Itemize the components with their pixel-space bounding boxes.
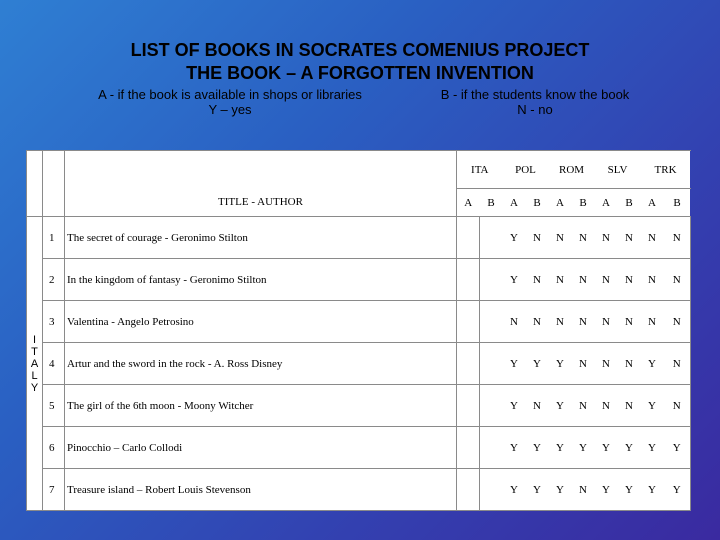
value-cell: N (595, 343, 618, 385)
language-header: ITA (457, 151, 503, 189)
value-cell: N (664, 343, 691, 385)
language-header: POL (503, 151, 549, 189)
value-cell: N (549, 259, 572, 301)
header-blank-number (43, 151, 65, 217)
book-title: Valentina - Angelo Petrosino (65, 301, 457, 343)
value-cell: Y (641, 469, 664, 511)
value-cell: N (618, 343, 641, 385)
value-cell: N (572, 343, 595, 385)
value-cell: N (664, 385, 691, 427)
value-cell: Y (503, 427, 526, 469)
value-cell: Y (503, 343, 526, 385)
row-number: 5 (43, 385, 65, 427)
row-number: 2 (43, 259, 65, 301)
sub-header: A (595, 189, 618, 217)
value-cell: N (526, 217, 549, 259)
row-number: 1 (43, 217, 65, 259)
value-cell: Y (549, 469, 572, 511)
language-header: SLV (595, 151, 641, 189)
legend-a-line2: Y – yes (208, 102, 252, 117)
legend-b-line1: B - if the students know the book (440, 87, 630, 102)
value-cell: Y (526, 427, 549, 469)
value-cell: N (664, 301, 691, 343)
value-cell: Y (549, 343, 572, 385)
book-title: Treasure island – Robert Louis Stevenson (65, 469, 457, 511)
value-cell: N (572, 301, 595, 343)
value-cell: Y (595, 469, 618, 511)
value-cell: N (549, 301, 572, 343)
value-cell (457, 427, 480, 469)
language-header: TRK (641, 151, 691, 189)
table-row (27, 301, 691, 343)
value-cell: N (526, 385, 549, 427)
value-cell: Y (664, 427, 691, 469)
country-letter: Y (30, 381, 39, 394)
header-blank-country (27, 151, 43, 217)
value-cell: N (595, 301, 618, 343)
value-cell: N (664, 217, 691, 259)
legend-b-line2: N - no (517, 102, 553, 117)
value-cell: N (641, 259, 664, 301)
book-title: The girl of the 6th moon - Moony Witcher (65, 385, 457, 427)
sub-header: B (480, 189, 503, 217)
value-cell: Y (526, 469, 549, 511)
value-cell: Y (618, 427, 641, 469)
value-cell: Y (595, 427, 618, 469)
value-cell: Y (549, 385, 572, 427)
title-author-header: TITLE - AUTHOR (65, 151, 457, 217)
value-cell: N (503, 301, 526, 343)
book-title: Artur and the sword in the rock - A. Ross Disney (65, 343, 457, 385)
value-cell: Y (526, 343, 549, 385)
row-number: 4 (43, 343, 65, 385)
value-cell (457, 385, 480, 427)
value-cell: N (526, 259, 549, 301)
table-row (27, 427, 691, 469)
sub-header: B (572, 189, 595, 217)
value-cell: N (618, 217, 641, 259)
value-cell (457, 301, 480, 343)
value-cell (480, 385, 503, 427)
books-table (26, 150, 691, 511)
sub-header: B (526, 189, 549, 217)
sub-header: A (549, 189, 572, 217)
value-cell (480, 343, 503, 385)
book-title: In the kingdom of fantasy - Geronimo Stilton (65, 259, 457, 301)
value-cell (457, 469, 480, 511)
value-cell (480, 259, 503, 301)
value-cell (457, 259, 480, 301)
value-cell: N (526, 301, 549, 343)
page-subtitle: THE BOOK – A FORGOTTEN INVENTION (186, 63, 534, 83)
value-cell: Y (503, 385, 526, 427)
sub-header: B (664, 189, 691, 217)
language-header: ROM (549, 151, 595, 189)
row-number: 3 (43, 301, 65, 343)
value-cell: Y (664, 469, 691, 511)
value-cell (480, 469, 503, 511)
value-cell: Y (572, 427, 595, 469)
value-cell: N (641, 301, 664, 343)
country-letter: T (31, 345, 38, 358)
value-cell (457, 217, 480, 259)
value-cell: N (572, 259, 595, 301)
value-cell (480, 301, 503, 343)
value-cell: N (664, 259, 691, 301)
value-cell (480, 427, 503, 469)
sub-header: A (503, 189, 526, 217)
table-row (27, 343, 691, 385)
value-cell: N (572, 385, 595, 427)
value-cell: N (618, 385, 641, 427)
book-title: The secret of courage - Geronimo Stilton (65, 217, 457, 259)
value-cell: Y (618, 469, 641, 511)
sub-header: B (618, 189, 641, 217)
value-cell (480, 217, 503, 259)
legend-a (60, 87, 400, 117)
value-cell: Y (503, 217, 526, 259)
table-row (27, 469, 691, 511)
books-table-container (26, 150, 690, 510)
value-cell: N (618, 259, 641, 301)
page-title: LIST OF BOOKS IN SOCRATES COMENIUS PROJECT (130, 40, 590, 60)
value-cell: N (572, 217, 595, 259)
country-letter: A (30, 357, 39, 370)
value-cell: Y (503, 469, 526, 511)
value-cell: N (618, 301, 641, 343)
book-title: Pinocchio – Carlo Collodi (65, 427, 457, 469)
legend-a-line1: A - if the book is available in shops or libraries (98, 87, 362, 102)
value-cell: Y (641, 427, 664, 469)
row-number: 7 (43, 469, 65, 511)
value-cell: Y (641, 385, 664, 427)
country-letter: I (32, 333, 37, 346)
value-cell: N (595, 259, 618, 301)
value-cell: Y (641, 343, 664, 385)
country-label (27, 217, 43, 511)
value-cell: N (549, 217, 572, 259)
country-letter: L (31, 369, 38, 382)
table-row (27, 385, 691, 427)
sub-header: A (641, 189, 664, 217)
legend-b (410, 87, 660, 117)
header-row-languages (27, 151, 691, 189)
value-cell: Y (549, 427, 572, 469)
value-cell: N (595, 217, 618, 259)
sub-header: A (457, 189, 480, 217)
value-cell: Y (503, 259, 526, 301)
value-cell: N (641, 217, 664, 259)
table-row (27, 217, 691, 259)
row-number: 6 (43, 427, 65, 469)
value-cell: N (595, 385, 618, 427)
value-cell: N (572, 469, 595, 511)
value-cell (457, 343, 480, 385)
table-row (27, 259, 691, 301)
